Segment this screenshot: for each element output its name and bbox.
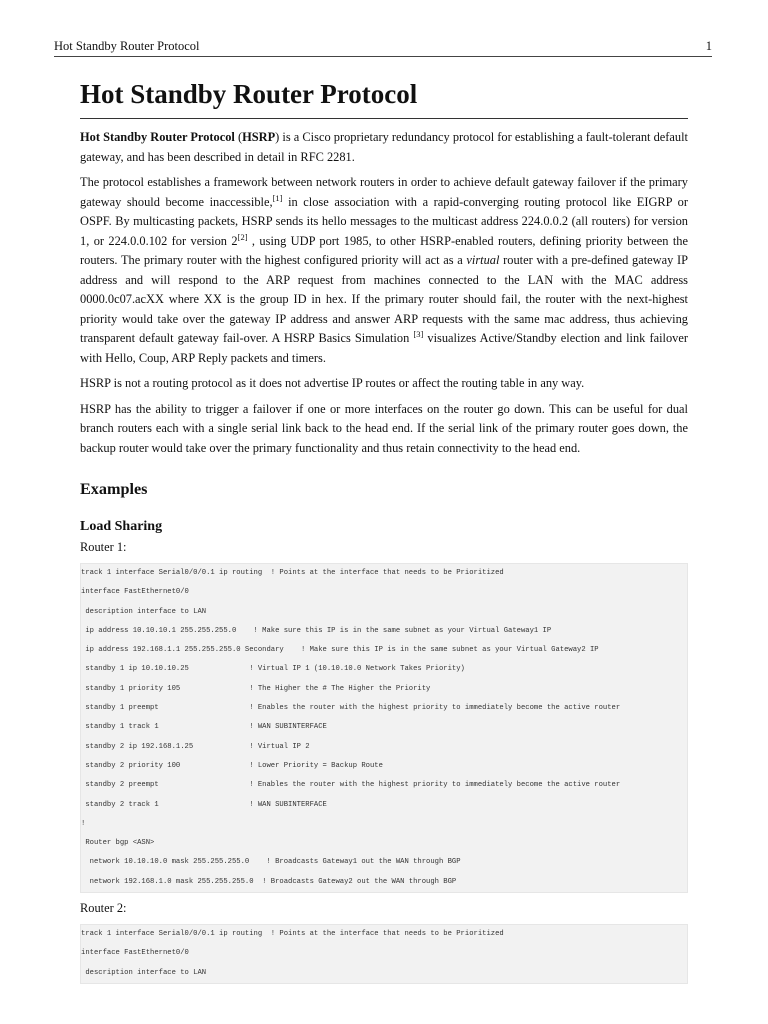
citation-2-link[interactable]: [2] bbox=[237, 231, 248, 242]
intro-term: Hot Standby Router Protocol bbox=[80, 130, 235, 144]
code-line: track 1 interface Serial0/0/0.1 ip routing ! Points at the interface that needs to be Prioritized bbox=[81, 569, 504, 577]
router1-label: Router 1: bbox=[80, 540, 127, 554]
running-header bbox=[54, 38, 712, 57]
intro-rest: ) is a Cisco proprietary redundancy protocol for establishing a fault-tolerant default gateway, and has been described in detail in RFC 2281. bbox=[80, 130, 688, 164]
code-line: standby 2 priority 100 ! Lower Priority = Backup Route bbox=[81, 761, 383, 770]
intro-paragraph bbox=[80, 128, 688, 167]
failover-paragraph: HSRP has the ability to trigger a failover if one or more interfaces on the router go down. This can be useful for dual branch routers each with a single serial link back to the head end. If the serial link of the primary router goes down, the backup router would take over the primary functionality and thus retain connectivity to the head end. bbox=[80, 401, 688, 455]
article-title: Hot Standby Router Protocol bbox=[80, 76, 688, 119]
code-line: standby 1 preempt ! Enables the router with the highest priority to immediately become the active router bbox=[81, 704, 621, 713]
intro-open-paren: ( bbox=[234, 130, 243, 144]
code-line: standby 1 ip 10.10.10.25 ! Virtual IP 1 (10.10.10.0 Network Takes Priority) bbox=[81, 665, 465, 674]
framework-text-5: visualizes Active/Standby election and link failover with Hello, Coup, ARP Reply packets and timers. bbox=[80, 331, 688, 365]
code-line: ip address 10.10.10.1 255.255.255.0 ! Make sure this IP is in the same subnet as your Virtual Gateway1 IP bbox=[81, 626, 552, 635]
router1-code-block bbox=[80, 563, 688, 893]
code-line: standby 1 track 1 ! WAN SUBINTERFACE bbox=[81, 723, 327, 732]
framework-text-1: The protocol establishes a framework between network routers in order to achieve default gateway failover if the primary gateway should become inaccessible, bbox=[80, 175, 688, 209]
code-line: standby 2 track 1 ! WAN SUBINTERFACE bbox=[81, 800, 327, 809]
code-line: interface FastEthernet0/0 bbox=[81, 588, 189, 597]
code-line: Router bgp <ASN> bbox=[81, 839, 155, 848]
code-line: network 192.168.1.0 mask 255.255.255.0 ! Broadcasts Gateway2 out the WAN through BGP bbox=[81, 877, 457, 886]
code-line: ip address 192.168.1.1 255.255.255.0 Secondary ! Make sure this IP is in the same subnet as your Virtual Gateway2 IP bbox=[81, 646, 599, 655]
citation-3-link[interactable]: [3] bbox=[413, 329, 424, 339]
load-sharing-heading: Load Sharing bbox=[80, 519, 163, 534]
article-content bbox=[80, 76, 688, 990]
citation-1-link[interactable]: [1] bbox=[272, 192, 283, 203]
code-line: standby 1 priority 105 ! The Higher the # The Higher the Priority bbox=[81, 684, 431, 693]
framework-paragraph bbox=[80, 173, 688, 368]
router2-label: Router 2: bbox=[80, 901, 127, 916]
code-line: description interface to LAN bbox=[81, 968, 207, 977]
framework-text-4: router with a pre-defined gateway IP address and will respond to the ARP request from machines connected to the LAN with the MAC address 0000.0c07.acXX where XX is the group ID in hex. If the primary router should fail, the router with the next-highest priority would take over the gateway IP address and answer ARP requests with the same mac address, thus achieving transparent default gateway fail-over. A HSRP Basics Simulation bbox=[80, 253, 688, 345]
code-line: standby 2 preempt ! Enables the router with the highest priority to immediately become the active router bbox=[81, 781, 621, 790]
framework-text-3: , using UDP port 1985, to other HSRP-enabled routers, defining priority between the routers. The primary router with the highest configured priority will act as a bbox=[80, 233, 688, 267]
code-line: network 10.10.10.0 mask 255.255.255.0 ! Broadcasts Gateway1 out the WAN through BGP bbox=[81, 858, 461, 867]
framework-text-2: in close association with a rapid-converging routing protocol like EIGRP or OSPF. By multicasting packets, HSRP sends its hello messages to the multicast address 224.0.0.2 (all routers) for version 1, or 224.0.0.102 for version 2 bbox=[80, 194, 688, 248]
code-line: track 1 interface Serial0/0/0.1 ip routing ! Points at the interface that needs to be Prioritized bbox=[81, 930, 504, 939]
code-line: interface FastEthernet0/0 bbox=[81, 949, 189, 958]
page-number: 1 bbox=[705, 39, 712, 53]
code-line: ! bbox=[81, 819, 86, 828]
router2-code-block bbox=[80, 924, 688, 984]
intro-abbr: HSRP bbox=[242, 130, 276, 144]
running-header-title: Hot Standby Router Protocol bbox=[54, 39, 200, 53]
virtual-term: virtual bbox=[466, 253, 500, 267]
code-line: standby 2 ip 192.168.1.25 ! Virtual IP 2 bbox=[81, 742, 310, 751]
code-line: description interface to LAN bbox=[81, 607, 207, 616]
not-routing-paragraph: HSRP is not a routing protocol as it does not advertise IP routes or affect the routing table in any way. bbox=[80, 376, 585, 390]
examples-heading: Examples bbox=[80, 480, 148, 498]
